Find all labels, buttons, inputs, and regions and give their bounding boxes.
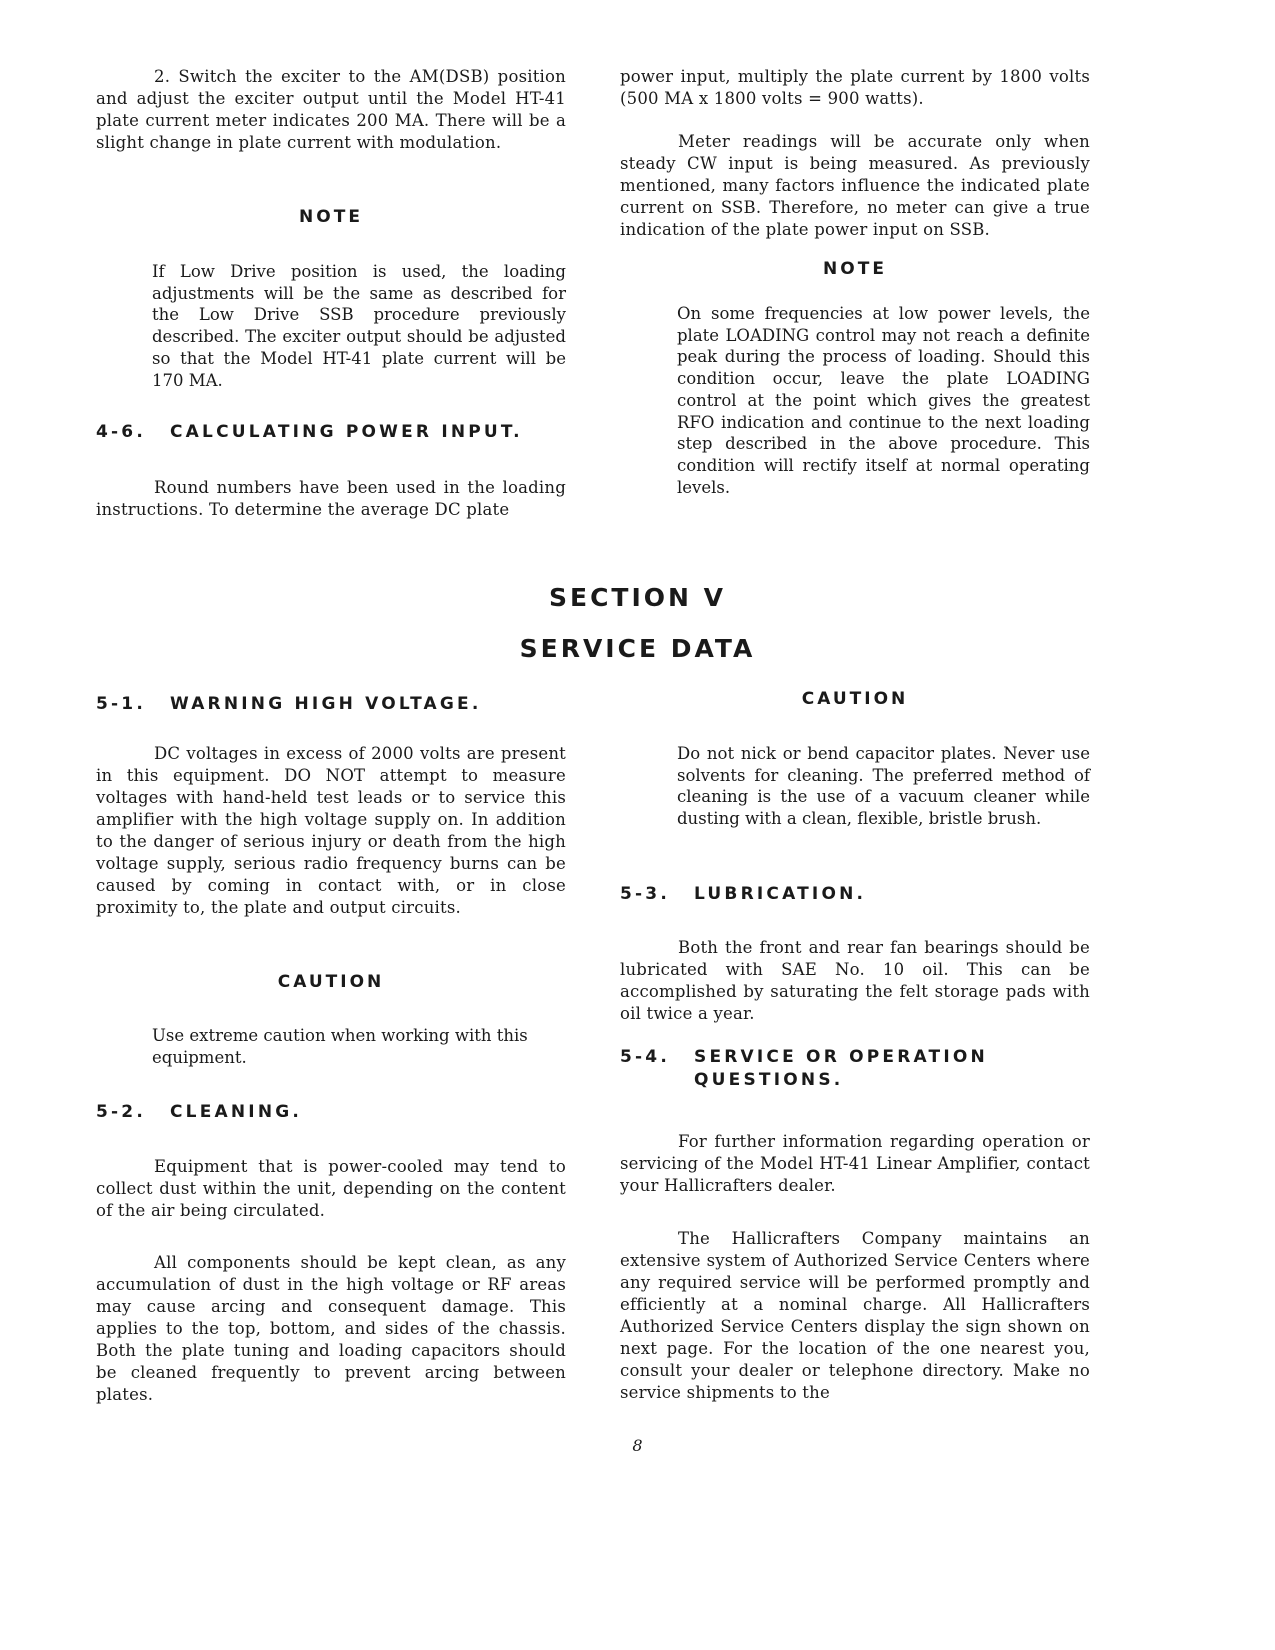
- heading-number: 5-3.: [620, 884, 670, 904]
- caution-text: Use extreme caution when working with this equipment.: [152, 1026, 528, 1067]
- caution-box-right: [617, 743, 1090, 830]
- service-body-b: [620, 1228, 1090, 1404]
- calc-paragraph: Round numbers have been used in the loading instructions. To determine the average DC plate: [96, 478, 566, 519]
- note-text: If Low Drive position is used, the loading adjustments will be the same as described for the Low Drive SSB procedure previously described. The exciter output should be adjusted so that the Model HT-41 plate current will be 170 MA.: [152, 262, 566, 390]
- caution-text-right: Do not nick or bend capacitor plates. Never use solvents for cleaning. The preferred method of cleaning is the use of a vacuum cleaner while dusting with a clean, flexible, bristle brush.: [677, 744, 1090, 829]
- meter-paragraph: Meter readings will be accurate only when steady CW input is being measured. As previously mentioned, many factors influence the indicated plate current on SSB. Therefore, no meter can give a true indication of the plate power input on SSB.: [620, 132, 1090, 239]
- note-label: NOTE: [299, 207, 363, 227]
- heading-title: LUBRICATION.: [694, 884, 867, 904]
- cleaning-body-b: [96, 1252, 566, 1406]
- step-2-paragraph: 2. Switch the exciter to the AM(DSB) position and adjust the exciter output until the Model HT-41 plate current meter indicates 200 MA. There will be a slight change in plate current with modulation.: [96, 67, 566, 152]
- cleaning-paragraph-1: Equipment that is power-cooled may tend to collect dust within the unit, depending on the content of the air being circulated.: [96, 1157, 566, 1220]
- page-number: 8: [632, 1436, 643, 1455]
- heading-number: 5-1.: [96, 694, 146, 714]
- service-body-a: [620, 1131, 1090, 1197]
- section-title: SECTION V: [548, 583, 726, 612]
- heading-4-6: [96, 422, 576, 442]
- lubrication-body: [620, 937, 1090, 1025]
- section-4-6-body: [96, 477, 566, 521]
- note-text-right: On some frequencies at low power levels, the plate LOADING control may not reach a definite peak during the process of loading. Should this condition occur, leave the plate LOADING control at the point which gives the greatest RFO indication and continue to the next loading step described in the above procedure. This condition will rectify itself at normal operating levels.: [677, 304, 1090, 497]
- warning-paragraph: DC voltages in excess of 2000 volts are present in this equipment. DO NOT attempt to measure voltages with hand-held test leads or to service this amplifier with the high voltage supply on. In addition to the danger of serious injury or death from the high voltage supply, serious radio frequency burns can be caused by coming in contact with, or in close proximity to, the plate and output circuits.: [96, 744, 566, 917]
- caution-box: [92, 1025, 566, 1068]
- service-paragraph-2: The Hallicrafters Company maintains an extensive system of Authorized Service Centers where any required service will be performed promptly and efficiently at a nominal charge. All Hallicrafters Authorized Service Centers display the sign shown on next page. For the location of the one nearest you, consult your dealer or telephone directory. Make no service shipments to the: [620, 1229, 1090, 1402]
- warning-body: [96, 743, 566, 919]
- heading-number: 4-6.: [96, 422, 146, 442]
- cleaning-paragraph-2: All components should be kept clean, as any accumulation of dust in the high voltage or RF areas may cause arcing and consequent damage. This applies to the top, bottom, and sides of the chassis. Both the plate tuning and loading capacitors should be cleaned frequently to prevent arcing between plates.: [96, 1253, 566, 1404]
- heading-title: CLEANING.: [170, 1102, 303, 1122]
- section-subtitle: SERVICE DATA: [519, 634, 756, 663]
- note-label-right: NOTE: [823, 259, 887, 279]
- cleaning-body-a: [96, 1156, 566, 1222]
- caution-label: CAUTION: [277, 972, 385, 992]
- meter-section: [620, 131, 1090, 241]
- heading-number: 5-2.: [96, 1102, 146, 1122]
- right-column-top: [620, 66, 1090, 110]
- caution-label-right: CAUTION: [801, 689, 909, 709]
- service-paragraph-1: For further information regarding operation or servicing of the Model HT-41 Linear Amplifier, contact your Hallicrafters dealer.: [620, 1132, 1090, 1195]
- heading-number: 5-4.: [620, 1047, 670, 1067]
- heading-5-4: [620, 1046, 1020, 1092]
- heading-title: CALCULATING POWER INPUT.: [170, 422, 523, 442]
- heading-title: SERVICE OR OPERATION QUESTIONS.: [694, 1047, 988, 1090]
- heading-5-1: [96, 694, 576, 714]
- heading-5-2: [96, 1102, 576, 1122]
- left-column-top: [96, 66, 566, 154]
- note-box-right: [617, 303, 1090, 498]
- heading-5-3: [620, 884, 1100, 904]
- note-box: [92, 261, 566, 391]
- power-input-paragraph: power input, multiply the plate current by 1800 volts (500 MA x 1800 volts = 900 watts).: [620, 67, 1090, 108]
- heading-title: WARNING HIGH VOLTAGE.: [170, 694, 482, 714]
- lubrication-paragraph: Both the front and rear fan bearings should be lubricated with SAE No. 10 oil. This can be accomplished by saturating the felt storage pads with oil twice a year.: [620, 938, 1090, 1023]
